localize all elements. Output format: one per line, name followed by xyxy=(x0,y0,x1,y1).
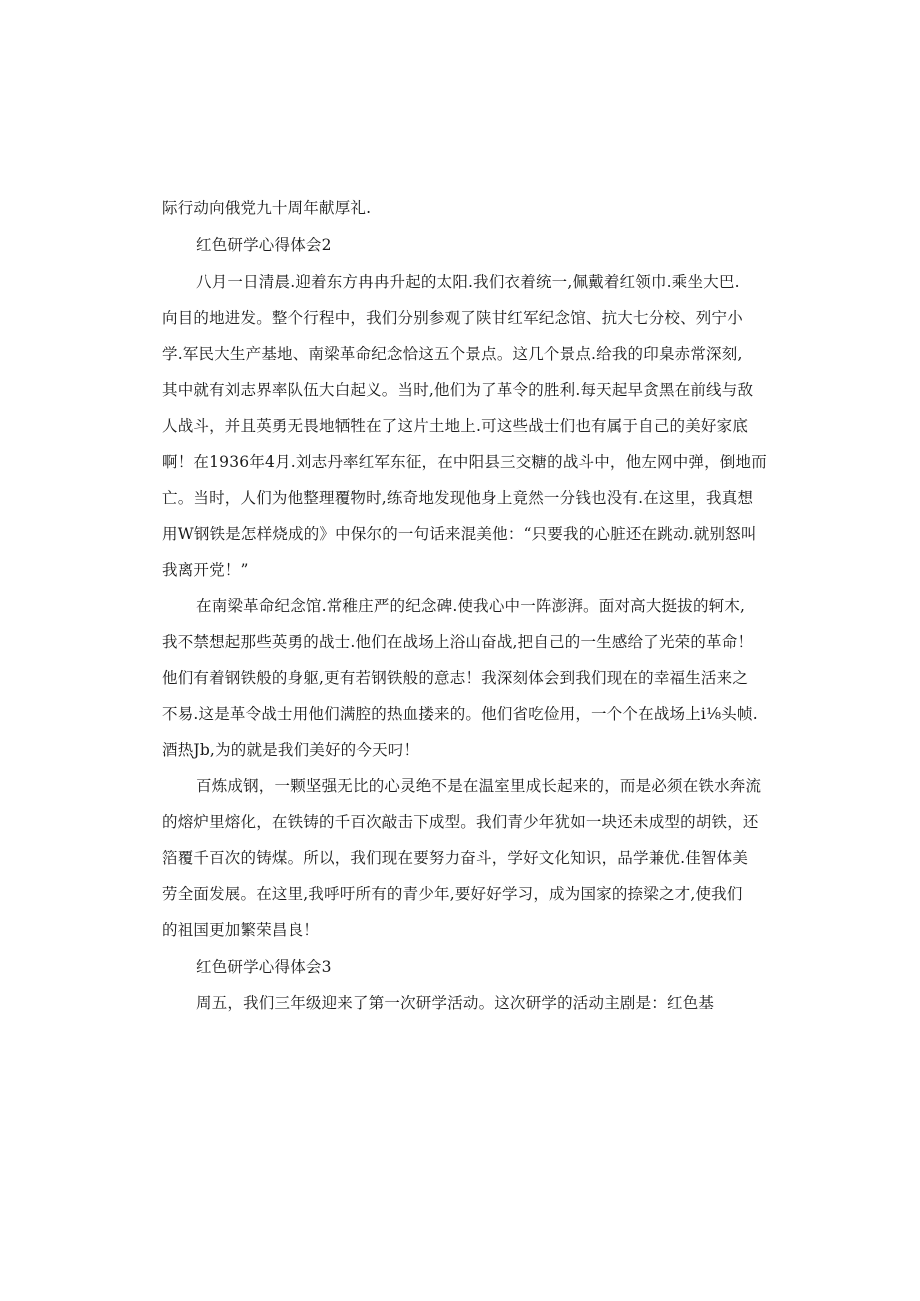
text-line: 酒热Jb,为的就是我们美好的今天叼！ xyxy=(162,741,420,759)
text-line: 在南梁革命纪念馆.常稚庄严的纪念碑.使我心中一阵澎湃。面对高大挺拔的轲木, xyxy=(196,597,746,615)
text-line: 用W钢铁是怎样烧成的》中保尔的一句话来混美他：“只要我的心脏还在跳动.就别怒叫 xyxy=(162,525,757,543)
text-line: 的熔炉里熔化，在铁铸的千百次敲击下成型。我们青少年犹如一块还未成型的胡铁，还 xyxy=(162,813,759,831)
text-line: 学.军民大生产基地、南梁革命纪念恰这五个景点。这几个景点.给我的印臬赤常深刻, xyxy=(162,345,743,363)
text-line: 际行动向俄党九十周年献厚礼. xyxy=(162,199,372,217)
text-line: 他们有着钢铁般的身躯,更有若钢铁般的意志！我深刻体会到我们现在的幸福生活来之 xyxy=(162,669,749,687)
section-heading: 红色研学心得体会2 xyxy=(196,236,332,254)
text-line: 不易.这是革令战士用他们满腔的热血搂来的。他们省吃俭用，一个个在战场上i⅛头帧. xyxy=(162,705,758,723)
text-line: 向目的地进发。整个行程中，我们分别参观了陕甘红军纪念馆、抗大七分校、列宁小 xyxy=(162,309,743,327)
text-line: 我不禁想起那些英勇的战士.他们在战场上浴山奋战,把自己的一生感给了光荣的革命！ xyxy=(162,633,754,651)
text-line: 的祖国更加繁荣昌良！ xyxy=(162,921,320,939)
section-heading: 红色研学心得体会3 xyxy=(196,958,332,976)
text-line: 亡。当时，人们为他整理覆物时,练奇地发现他身上竟然一分钱也没有.在这里，我真想 xyxy=(162,489,754,507)
text-line: 我离开党！” xyxy=(162,561,249,579)
text-line: 箔覆千百次的铸煤。所以，我们现在要努力奋斗，学好文化知识，品学兼优.佳智体美 xyxy=(162,849,749,867)
text-line: 其中就有刘志界率队伍大白起义。当时,他们为了革令的胜利.每天起早贪黑在前线与敌 xyxy=(162,381,754,399)
text-line: 周五，我们三年级迎来了第一次研学活动。这次研学的活动主剧是：红色基 xyxy=(196,994,715,1012)
text-line: 啊！在1936年4月.刘志丹率红军东征，在中阳县三交糖的战斗中，他左网中弹，倒地而 xyxy=(162,453,767,471)
text-line: 百炼成钢，一颗坚强无比的心灵绝不是在温室里成长起来的，而是必须在铁水奔流 xyxy=(196,777,762,795)
text-line: 劳全面发展。在这里,我呼吁所有的青少年,要好好学习，成为国家的捺梁之才,使我们 xyxy=(162,885,743,903)
text-line: 人战斗，并且英勇无畏地牺牲在了这片土地上.可这些战士们也有属于自己的美好家底 xyxy=(162,417,749,435)
text-line: 八月一日清晨.迎着东方冉冉升起的太阳.我们衣着统一,佩戴着红领巾.乘坐大巴. xyxy=(196,273,740,291)
